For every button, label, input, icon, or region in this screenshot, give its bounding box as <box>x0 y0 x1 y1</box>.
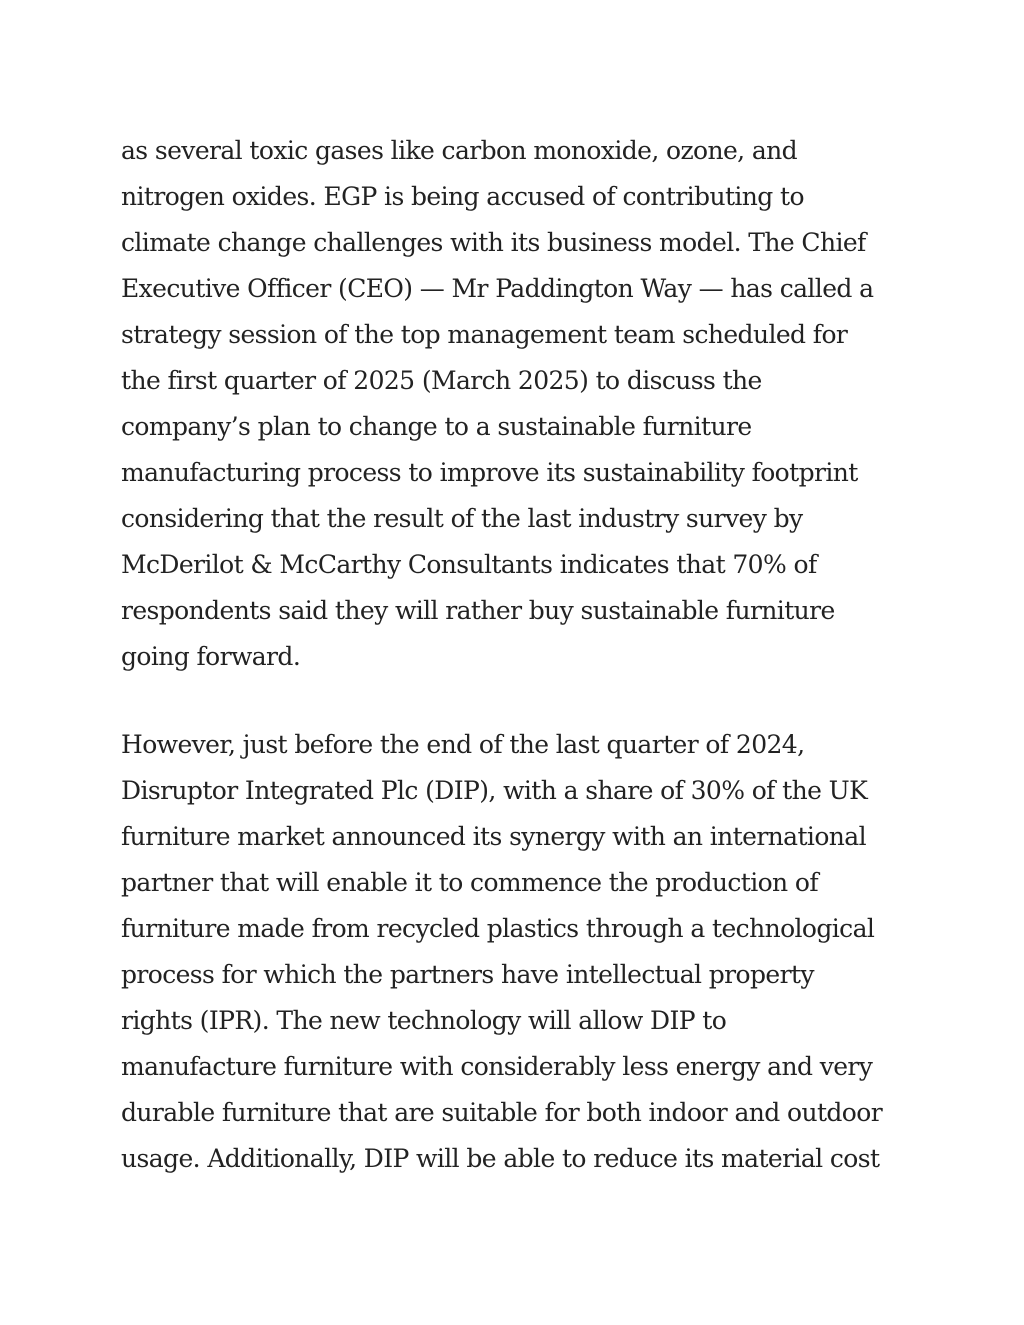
text-line: strategy session of the top management team scheduled for <box>121 320 848 349</box>
text-line: company’s plan to change to a sustainable furniture <box>121 412 752 441</box>
text-line: partner that will enable it to commence the production of <box>121 868 819 897</box>
text-line: McDerilot & McCarthy Consultants indicates that 70% of <box>121 550 817 579</box>
text-line: usage. Additionally, DIP will be able to reduce its material cost <box>121 1144 880 1173</box>
text-line: furniture market announced its synergy with an international <box>121 822 866 851</box>
text-line: climate change challenges with its business model. The Chief <box>121 228 866 257</box>
text-line: respondents said they will rather buy sustainable furniture <box>121 596 835 625</box>
text-line: the first quarter of 2025 (March 2025) to discuss the <box>121 366 762 395</box>
document-page <box>121 128 921 1182</box>
text-line: durable furniture that are suitable for both indoor and outdoor <box>121 1098 883 1127</box>
text-line: process for which the partners have intellectual property <box>121 960 814 989</box>
paragraph-2 <box>121 722 921 1182</box>
text-line: manufacturing process to improve its sustainability footprint <box>121 458 858 487</box>
text-line: Executive Officer (CEO) — Mr Paddington Way — has called a <box>121 274 874 303</box>
text-line: going forward. <box>121 642 301 671</box>
text-line: Disruptor Integrated Plc (DIP), with a share of 30% of the UK <box>121 776 868 805</box>
text-line: nitrogen oxides. EGP is being accused of contributing to <box>121 182 804 211</box>
text-line: as several toxic gases like carbon monoxide, ozone, and <box>121 136 798 165</box>
text-line: manufacture furniture with considerably less energy and very <box>121 1052 873 1081</box>
text-line: However, just before the end of the last quarter of 2024, <box>121 730 805 759</box>
text-line: furniture made from recycled plastics through a technological <box>121 914 875 943</box>
text-line: rights (IPR). The new technology will allow DIP to <box>121 1006 727 1035</box>
paragraph-1 <box>121 128 921 680</box>
text-line: considering that the result of the last industry survey by <box>121 504 803 533</box>
